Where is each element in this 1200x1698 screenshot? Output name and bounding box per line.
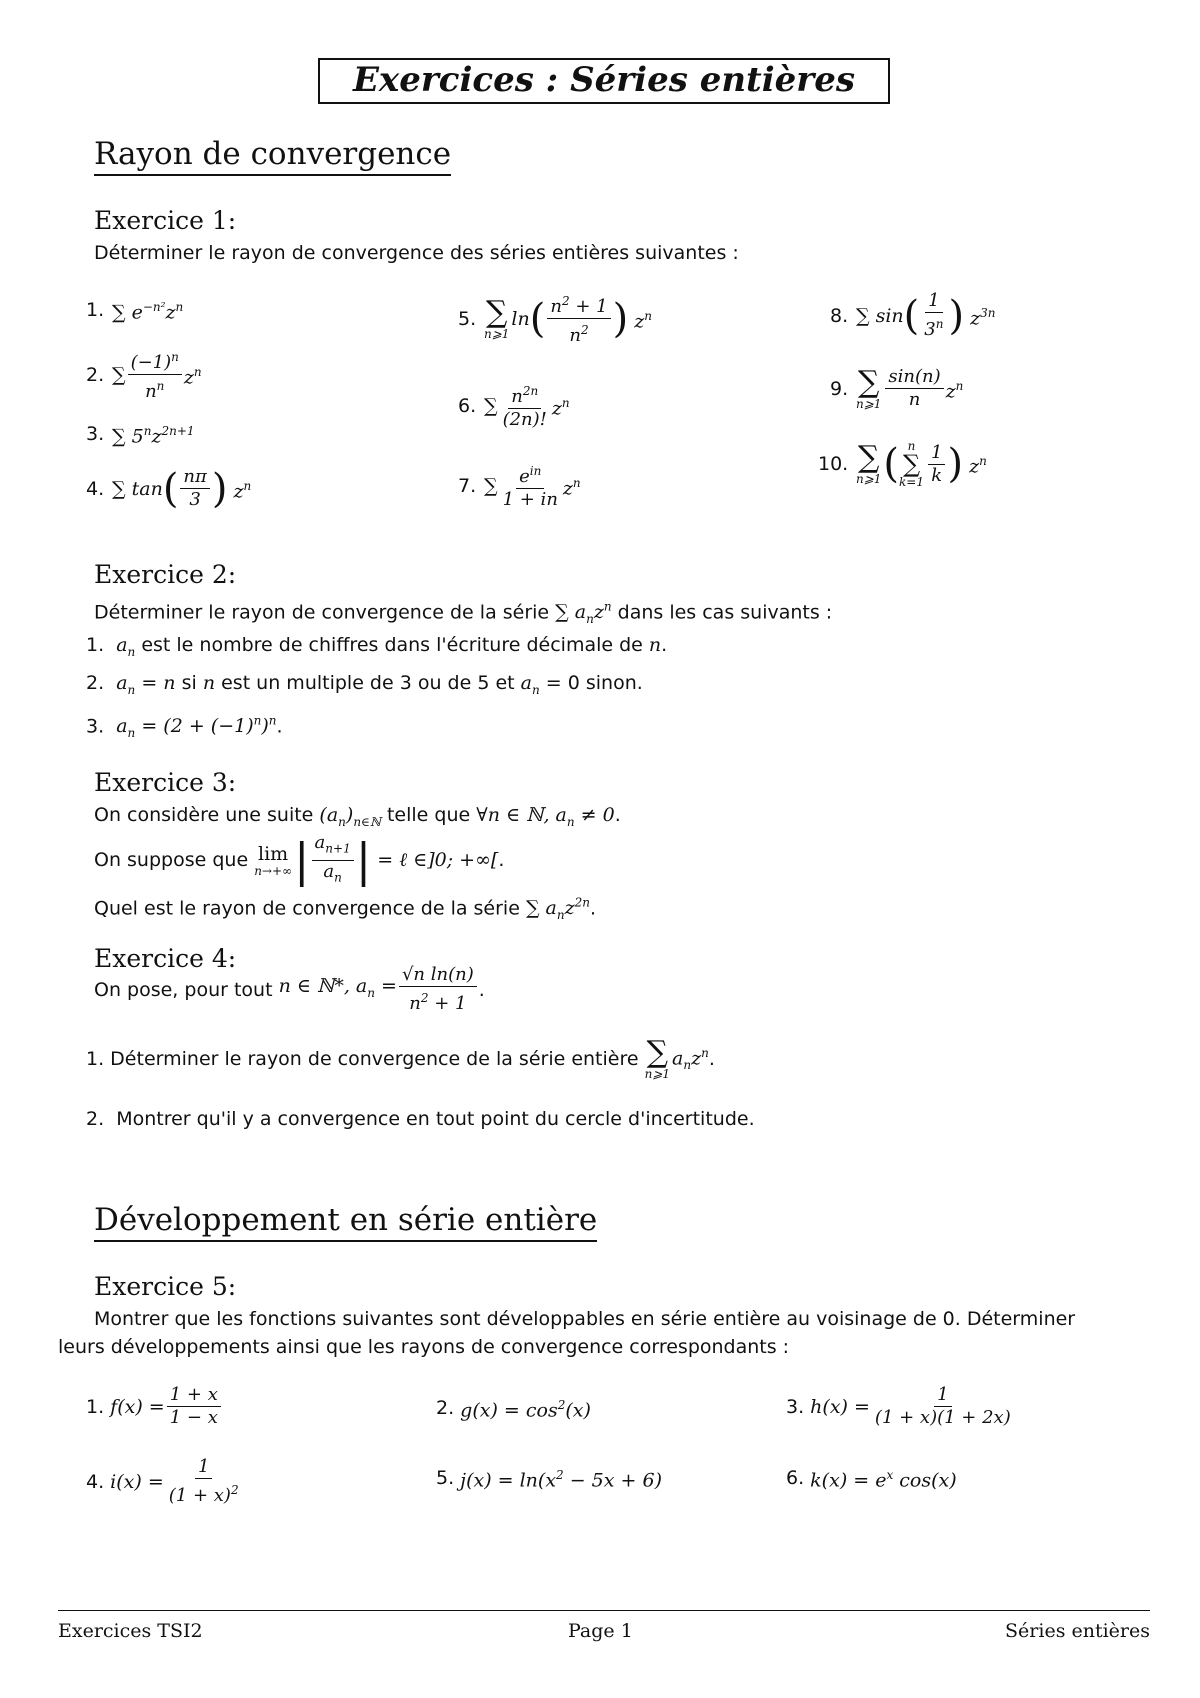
exercise-4-heading: Exercice 4: (94, 944, 237, 973)
ex2-item-3: 3. $a_n = (2 + (-1)^n)^n$. (86, 714, 283, 741)
ex1-item-4: 4. ∑ tan ( $\frac{n\pi}{3}$ ) $z^n$ (86, 465, 252, 512)
ex2-item-1: 1. $a_n$ est le nombre de chiffres dans l'écriture décimale de n. (86, 634, 668, 659)
ex5-line-1: Montrer que les fonctions suivantes sont développables en série entière au voisinage de 0. Déterminer (94, 1308, 1076, 1330)
ex2-item-2: 2. $a_n = n$ si n est un multiple de 3 ou de 5 et $a_n = 0$ sinon. (86, 672, 643, 697)
ex3-line-3: Quel est le rayon de convergence de la série ∑ $a_nz^{2n}$. (94, 896, 597, 923)
ex1-item-7: 7. ∑ $\frac{e^{in}}{1 + in}$ $z^n$ (458, 460, 581, 511)
ex1-item-1: 1. ∑ $e^{-n^2}z^n$ (86, 298, 184, 324)
title-box (318, 58, 890, 104)
ex1-item-2: 2. ∑ $\frac{(-1)^n}{n^n}$ $z^n$ (86, 346, 202, 403)
ex5-item-2: 2. $g(x) = \cos^2(x)$ (436, 1396, 591, 1422)
footer-rule (58, 1610, 1150, 1611)
footer-right: Séries entières (1005, 1620, 1150, 1642)
ex3-line-2: On suppose que lim n→+∞ | $\frac{a_{n+1}}{a_n}$ | = ℓ ∈]0; +∞[ . (94, 832, 505, 888)
section-heading-developpement: Développement en série entière (94, 1202, 597, 1242)
ex4-item-1: 1. Déterminer le rayon de convergence de la série entière ∑ n⩾1 $a_nz^n$ . (86, 1035, 715, 1081)
ex1-item-6: 6. ∑ $\frac{n^{2n}}{(2n)!}$ $z^n$ (458, 380, 570, 431)
page-title: Exercices : Séries entières (353, 60, 855, 100)
ex1-item-10: 10. ∑ n⩾1 ( n ∑ k=1 $\frac{1}{k}$ ) $z^n$ (818, 439, 987, 489)
ex5-item-6: 6. $k(x) = e^x$ cos(x) (786, 1466, 957, 1492)
ex3-line-1: On considère une suite $(a_n)_{n\in ℕ}$ telle que ∀n ∈ ℕ, $a_n \ne 0$. (94, 804, 621, 829)
exercise-3-heading: Exercice 3: (94, 768, 237, 797)
ex1-item-8: 8. ∑ sin ( $\frac{1}{3^n}$ ) $z^{3n}$ (830, 290, 996, 340)
ex5-line-2: leurs développements ainsi que les rayons de convergence correspondants : (58, 1336, 790, 1358)
exercise-1-statement: Déterminer le rayon de convergence des séries entières suivantes : (94, 242, 739, 264)
footer-left: Exercices TSI2 (58, 1620, 203, 1642)
exercise-2-statement: Déterminer le rayon de convergence de la série ∑ $a_nz^n$ dans les cas suivants : (94, 600, 833, 627)
section-heading-rayon: Rayon de convergence (94, 136, 451, 176)
ex5-item-3: 3. h(x) = $\frac{1}{(1 + x)(1 + 2x)}$ (786, 1384, 1011, 1428)
exercise-2-heading: Exercice 2: (94, 560, 237, 589)
ex1-item-9: 9. ∑ n⩾1 $\frac{\sin(n)}{n}$ $z^n$ (830, 364, 964, 411)
ex1-item-5: 5. ∑ n⩾1 ln ( $\frac{n^2 + 1}{n^2}$ ) $z^n$ (458, 290, 652, 347)
footer-page-number: Page 1 (568, 1620, 633, 1642)
ex5-item-5: 5. $j(x) = \ln(x^2 - 5x + 6)$ (436, 1466, 662, 1492)
ex1-item-3: 3. ∑ $5^nz^{2n+1}$ (86, 422, 195, 448)
ex5-item-1: 1. f(x) = $\frac{1 + x}{1 - x}$ (86, 1384, 223, 1429)
ex4-line-1: On pose, pour tout n ∈ ℕ*, $a_n$ = $\frac{\text{√n ln(n)}}{n^2 + 1}$ . (94, 964, 485, 1014)
exercise-1-heading: Exercice 1: (94, 206, 237, 235)
ex4-item-2: 2. Montrer qu'il y a convergence en tout point du cercle d'incertitude. (86, 1108, 755, 1130)
exercise-5-heading: Exercice 5: (94, 1272, 237, 1301)
ex5-item-4: 4. i(x) = $\frac{1}{(1 + x)^2}$ (86, 1456, 239, 1506)
